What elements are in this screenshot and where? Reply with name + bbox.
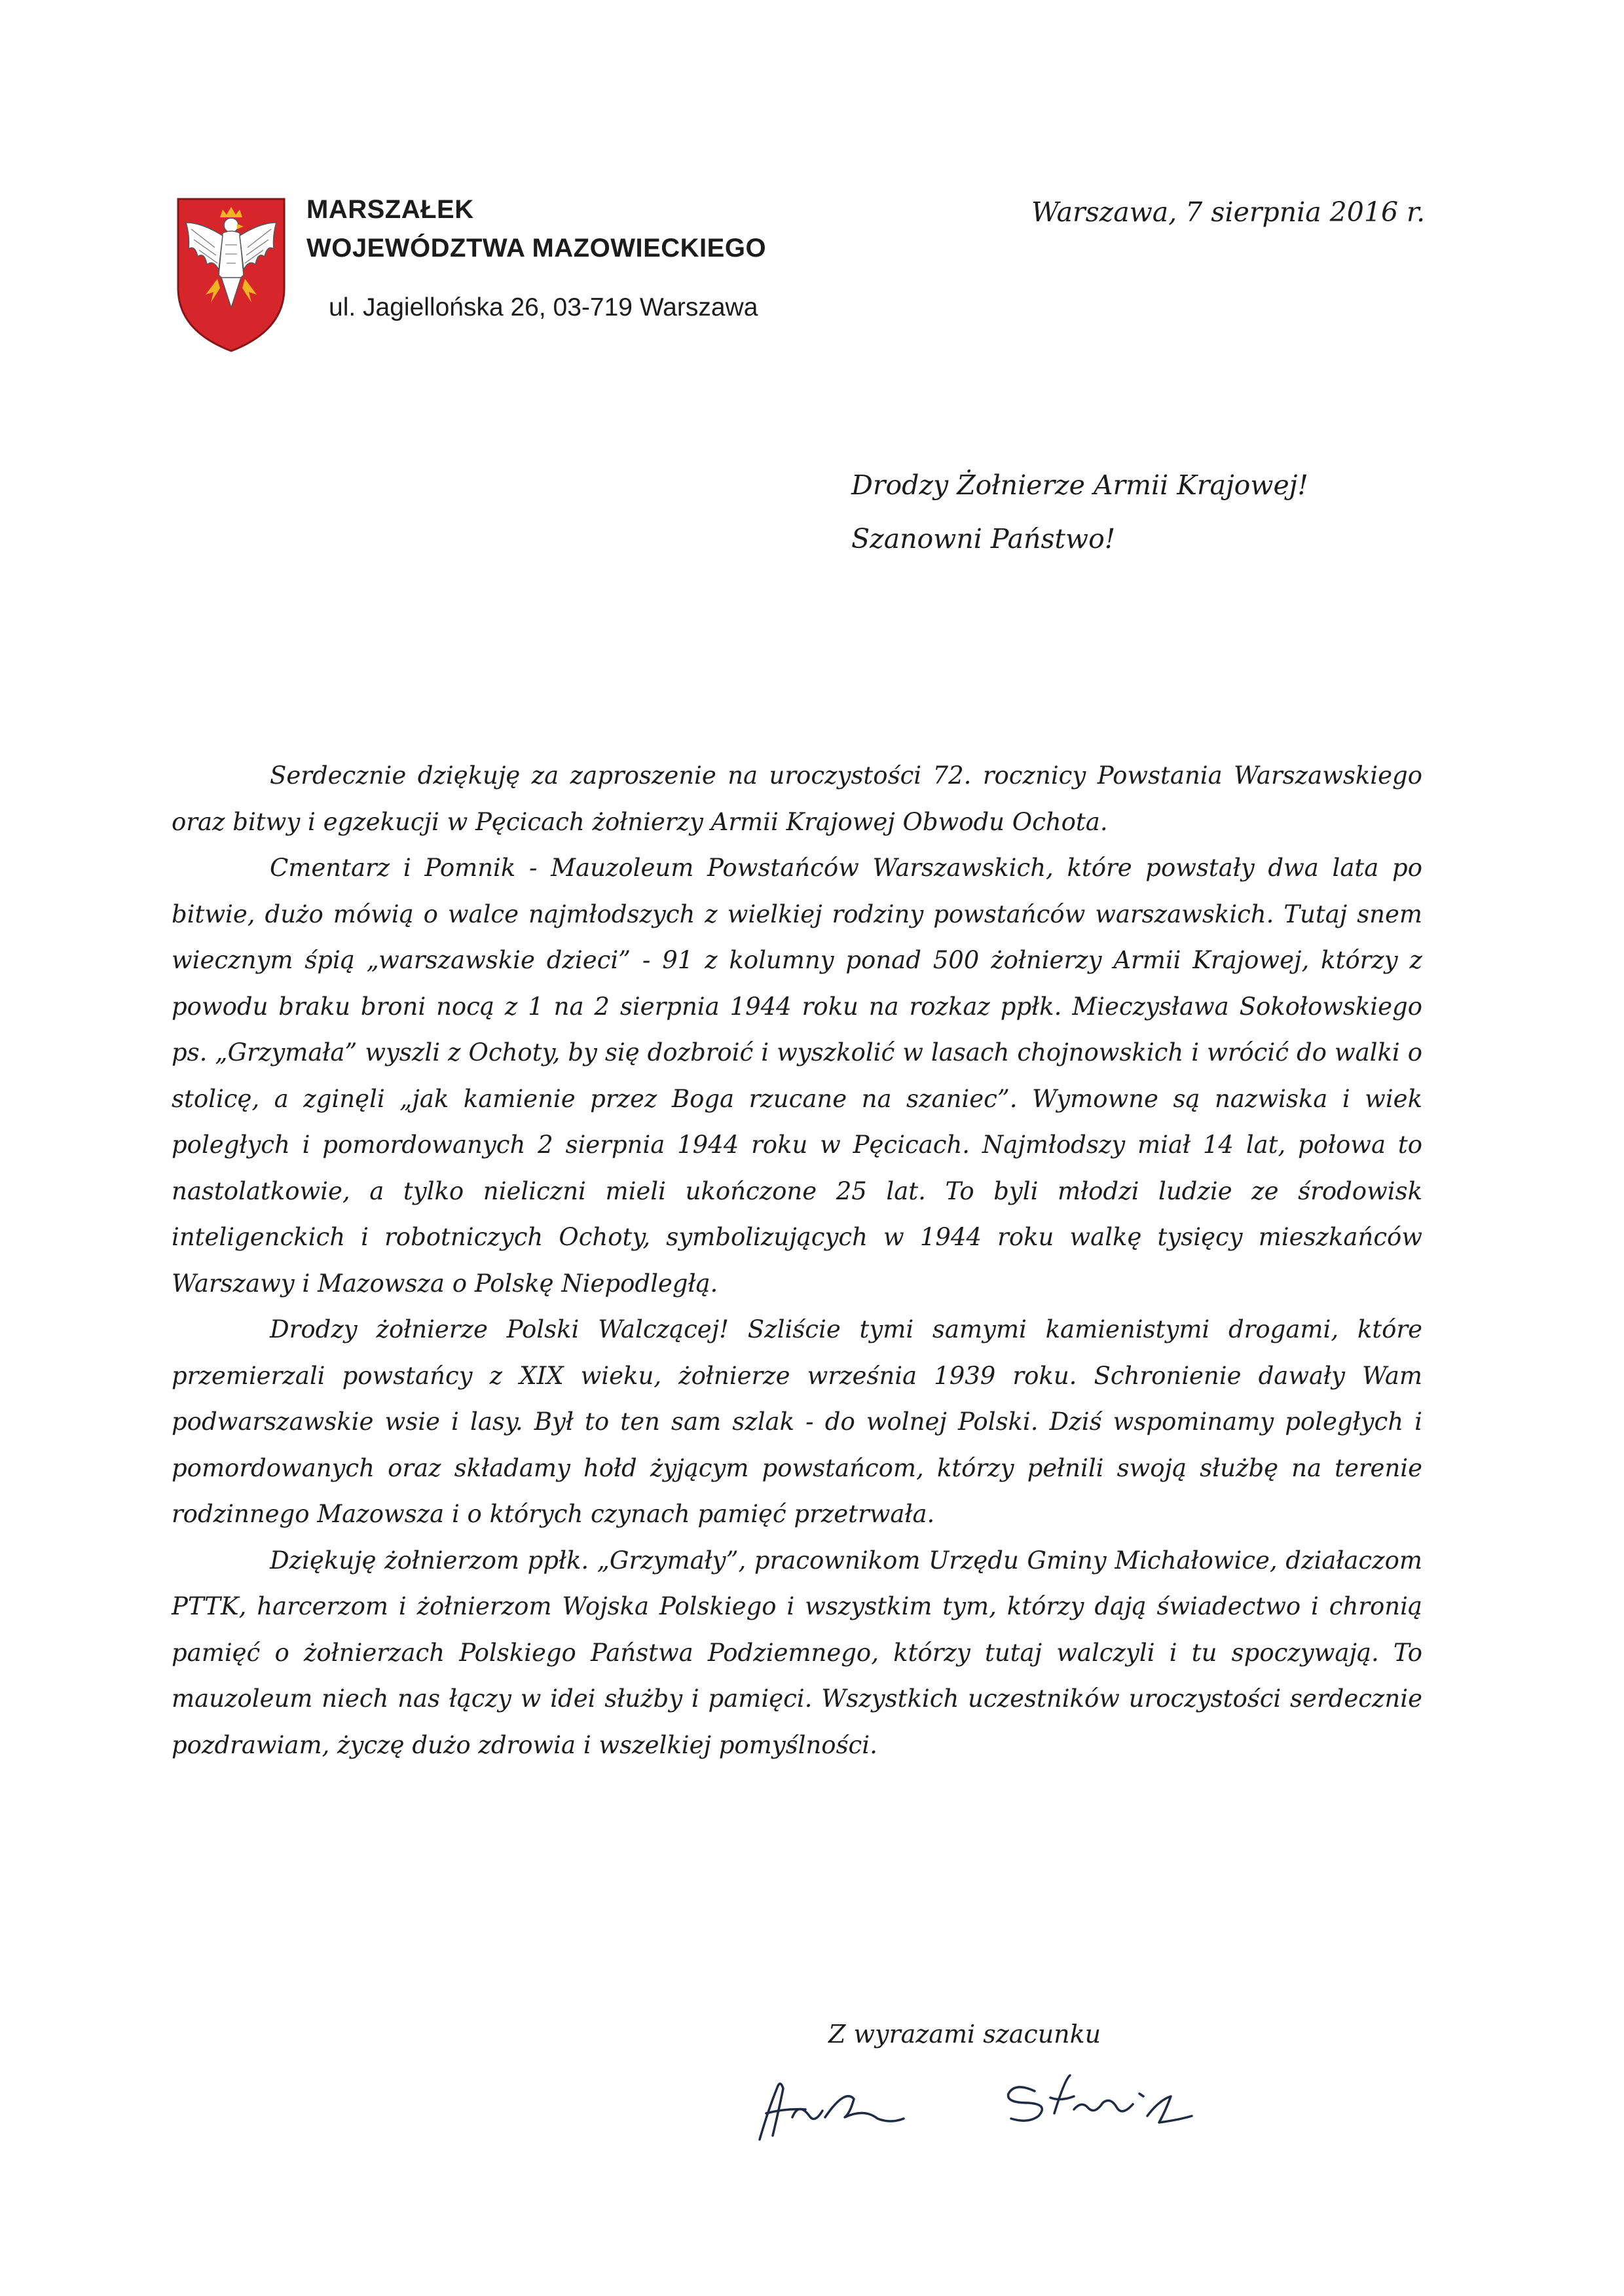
closing-phrase: Z wyrazami szacunku [828, 2020, 1101, 2049]
body-paragraph: Drodzy żołnierze Polski Walczącej! Szliście tymi samymi kamienistymi drogami, które przemierzali powstańcy z XIX wieku, żołnierze września 1939 roku. Schronienie dawały Wam podwarszawskie wsie i lasy. Był to ten sam szlak - do wolnej Polski. Dziś wspominamy poległych i pomordowanych oraz składamy hołd żyjącym powstańcom, którzy pełnili swoją służbę na terenie rodzinnego Mazowsza i o których czynach pamięć przetrwała. [172, 1315, 1422, 1528]
place-and-date: Warszawa, 7 sierpnia 2016 r. [1031, 196, 1426, 228]
letter-body [172, 753, 1422, 1768]
salutation-line-1: Drodzy Żołnierze Armii Krajowej! [851, 469, 1308, 501]
signature-icon [747, 2062, 1218, 2147]
organization-subtitle: WOJEWÓDZTWA MAZOWIECKIEGO [306, 234, 767, 263]
organization-address: ul. Jagiellońska 26, 03-719 Warszawa [329, 293, 758, 321]
body-paragraph: Cmentarz i Pomnik - Mauzoleum Powstańców Warszawskich, które powstały dwa lata po bitwie, dużo mówią o walce najmłodszych z wielkiej rodziny powstańców warszawskich. Tutaj snem wiecznym śpią „warszawskie dzieci” - 91 z kolumny ponad 500 żołnierzy Armii Krajowej, którzy z powodu braku broni nocą z 1 na 2 sierpnia 1944 roku na rozkaz ppłk. Mieczysława Sokołowskiego ps. „Grzymała” wyszli z Ochoty, by się dozbroić i wyszkolić w lasach chojnowskich i wrócić do walki o stolicę, a zginęli „jak kamienie przez Boga rzucane na szaniec”. Wymowne są nazwiska i wiek poległych i pomordowanych 2 sierpnia 1944 roku w Pęcicach. Najmłodszy miał 14 lat, połowa to nastolatkowie, a tylko nieliczni mieli ukończone 25 lat. To byli młodzi ludzie ze środowisk inteligenckich i robotniczych Ochoty, symbolizujących w 1944 roku walkę tysięcy mieszkańców Warszawy i Mazowsza o Polskę Niepodległą. [172, 854, 1422, 1298]
salutation [851, 458, 1308, 566]
coat-of-arms-icon [175, 196, 287, 354]
salutation-line-2: Szanowni Państwo! [851, 523, 1116, 555]
organization-title: MARSZAŁEK [306, 195, 474, 224]
body-paragraph: Serdecznie dziękuję za zaproszenie na uroczystości 72. rocznicy Powstania Warszawskiego oraz bitwy i egzekucji w Pęcicach żołnierzy Armii Krajowej Obwodu Ochota. [172, 761, 1422, 836]
body-paragraph: Dziękuję żołnierzom ppłk. „Grzymały”, pracownikom Urzędu Gminy Michałowice, działaczom PTTK, harcerzom i żołnierzom Wojska Polskiego i wszystkim tym, którzy dają świadectwo i chronią pamięć o żołnierzach Polskiego Państwa Podziemnego, którzy tutaj walczyli i tu spoczywają. To mauzoleum niech nas łączy w idei służby i pamięci. Wszystkich uczestników uroczystości serdecznie pozdrawiam, życzę dużo zdrowia i wszelkiej pomyślności. [172, 1546, 1422, 1759]
